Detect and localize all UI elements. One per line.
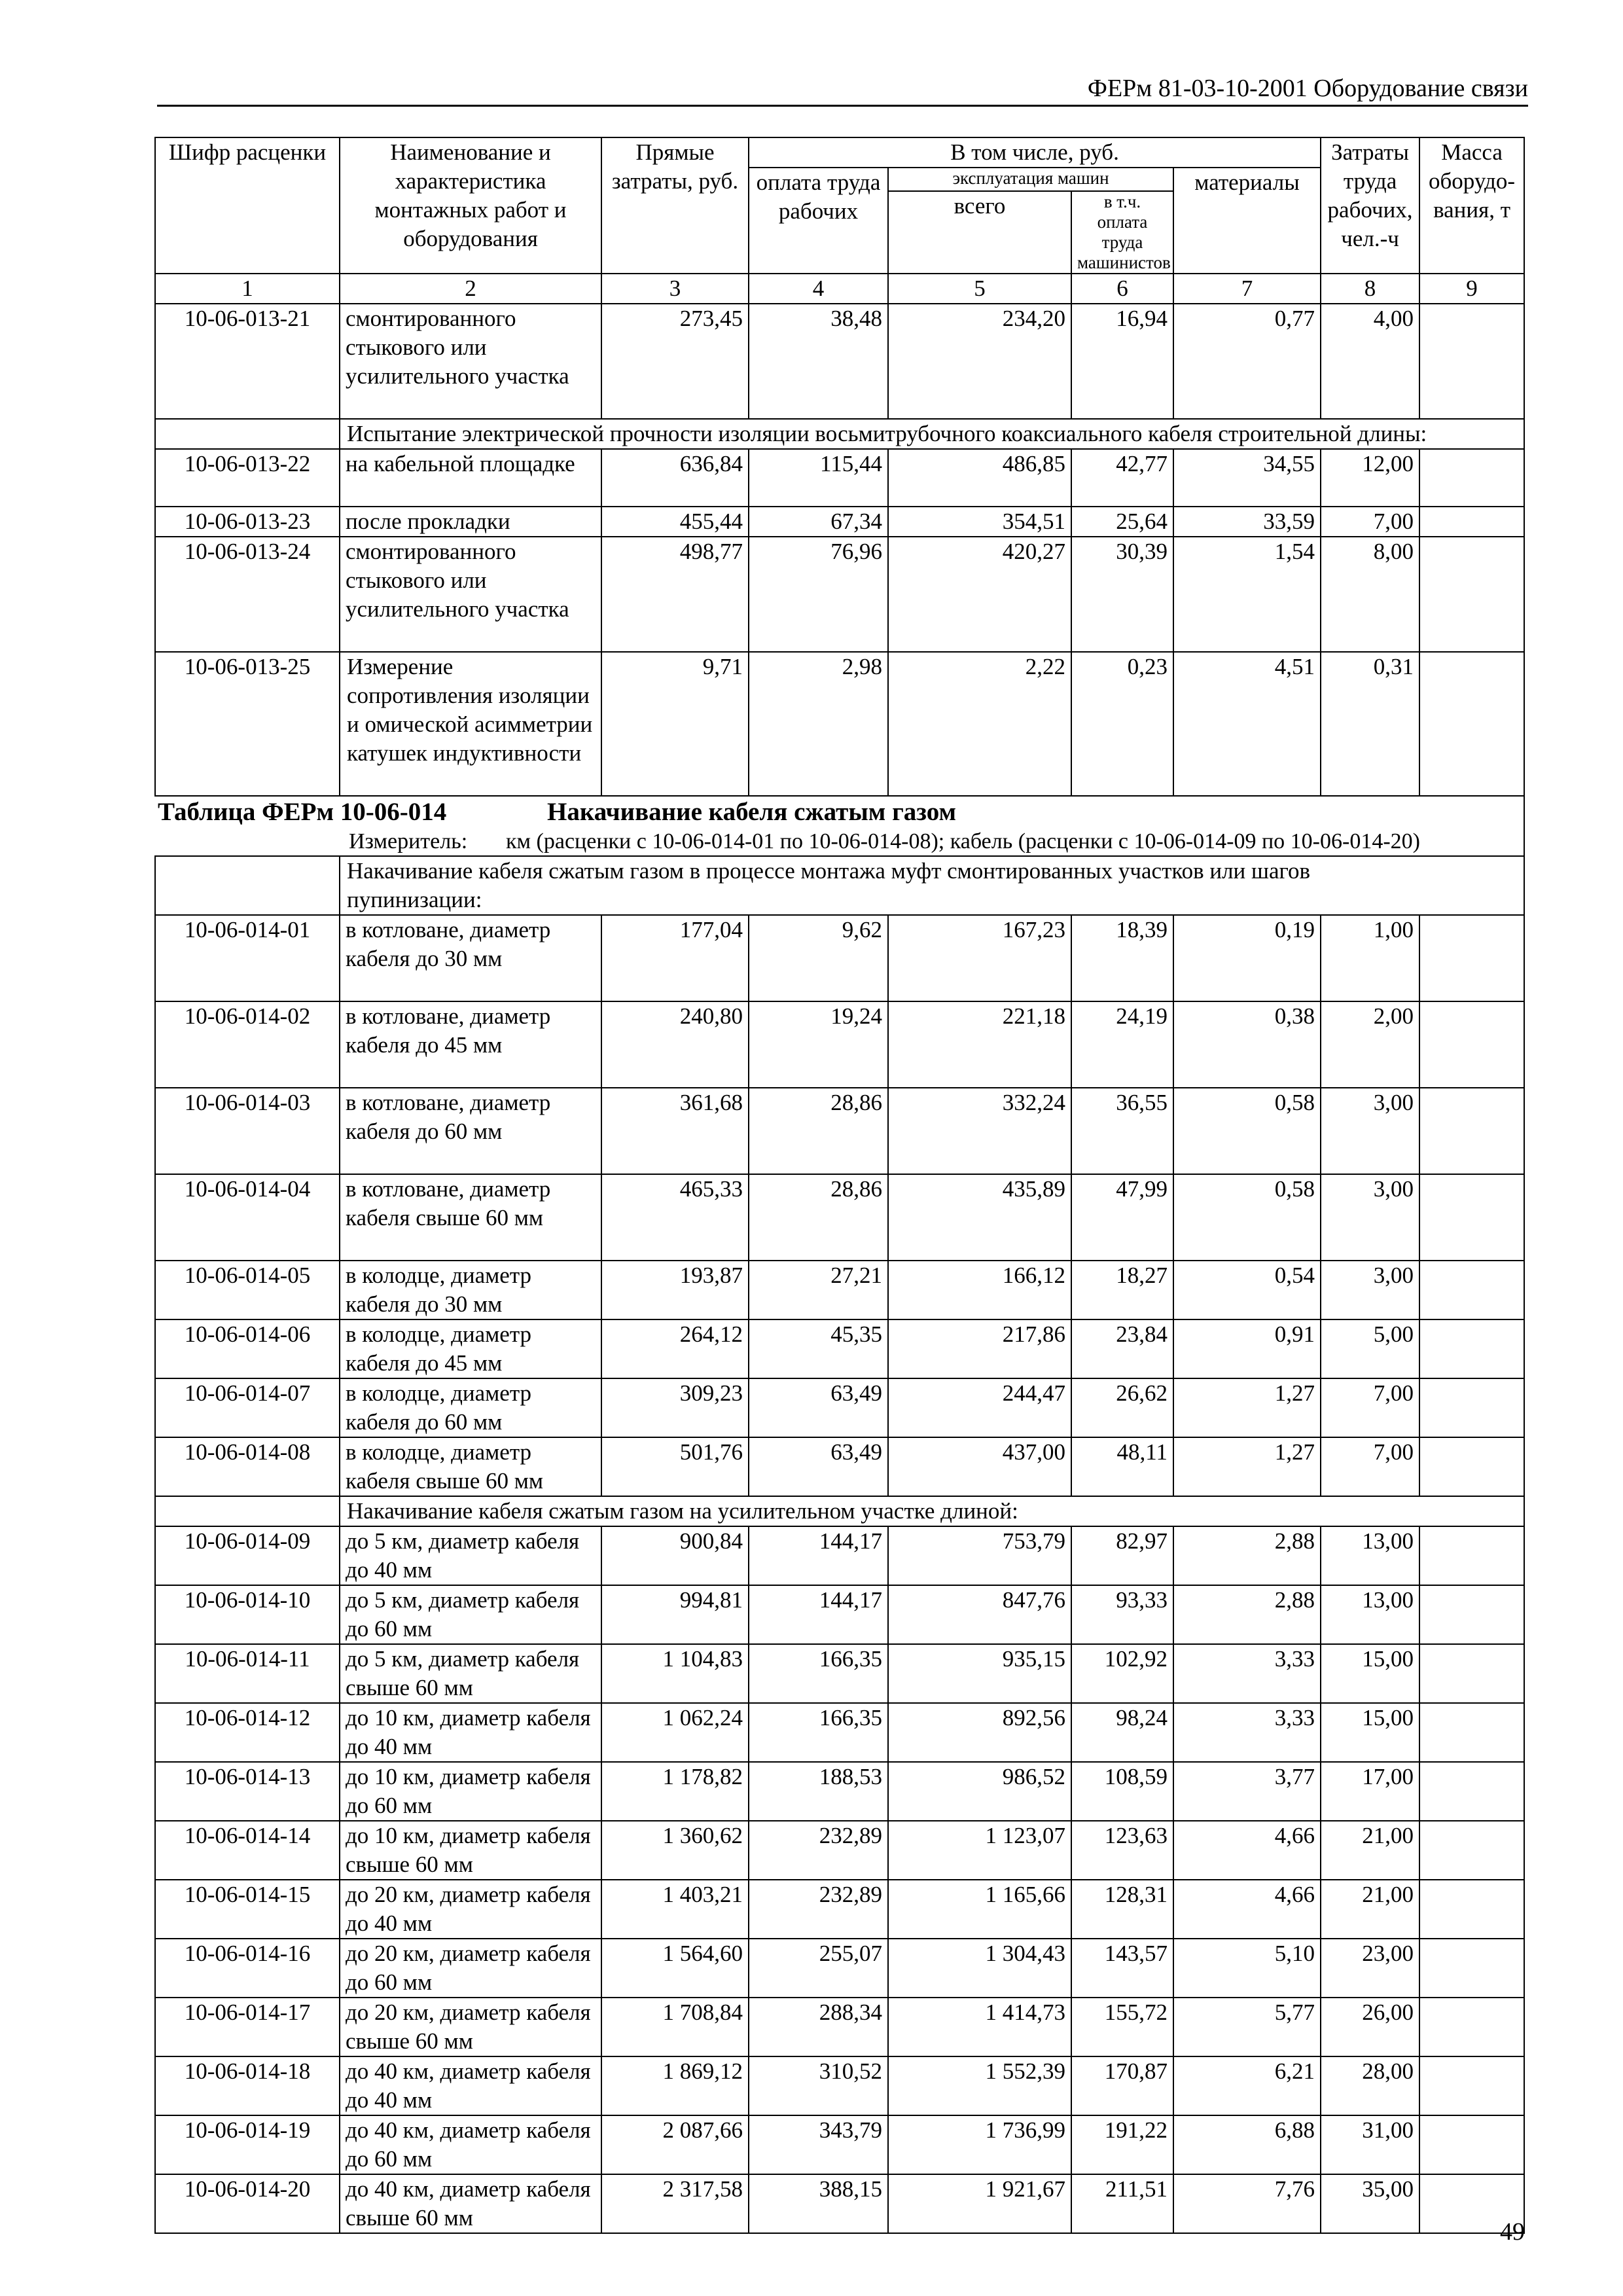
row-mass (1419, 537, 1524, 652)
row-machines-total: 354,51 (888, 507, 1071, 537)
row-machinists-pay: 18,39 (1071, 915, 1173, 1001)
row-materials: 33,59 (1173, 507, 1321, 537)
row-machines-total: 892,56 (888, 1703, 1071, 1762)
row-labor-hours: 26,00 (1321, 1998, 1419, 2056)
table-row (155, 449, 1524, 507)
row-labor-hours: 7,00 (1321, 1437, 1419, 1496)
row-mass (1419, 1437, 1524, 1496)
table-row (155, 1319, 1524, 1378)
row-direct-cost: 1 062,24 (601, 1703, 749, 1762)
row-code: 10-06-014-03 (155, 1088, 340, 1174)
row-labor-hours: 3,00 (1321, 1261, 1419, 1319)
row-mass (1419, 1703, 1524, 1762)
table-row (155, 1998, 1524, 2056)
row-machinists-pay: 108,59 (1071, 1762, 1173, 1821)
row-machines-total: 753,79 (888, 1526, 1071, 1585)
row-materials: 5,77 (1173, 1998, 1321, 2056)
row-name: в колодце, диаметр кабеля до 30 мм (340, 1261, 601, 1319)
row-materials: 0,91 (1173, 1319, 1321, 1378)
group-heading: Накачивание кабеля сжатым газом на усилительном участке длиной: (340, 1496, 1524, 1526)
group-heading: Испытание электрической прочности изоляции восьмитрубочного коаксиального кабеля строительной длины: (340, 419, 1524, 449)
row-machines-total: 234,20 (888, 304, 1071, 419)
row-name: до 40 км, диаметр кабеля свыше 60 мм (340, 2174, 601, 2233)
table-row (155, 1261, 1524, 1319)
row-labor-hours: 12,00 (1321, 449, 1419, 507)
row-materials: 1,54 (1173, 537, 1321, 652)
row-code: 10-06-014-13 (155, 1762, 340, 1821)
row-machinists-pay: 47,99 (1071, 1174, 1173, 1261)
table-row (155, 537, 1524, 652)
row-machines-total: 166,12 (888, 1261, 1071, 1319)
row-labor-pay: 343,79 (749, 2115, 888, 2174)
row-direct-cost: 1 869,12 (601, 2056, 749, 2115)
row-direct-cost: 455,44 (601, 507, 749, 537)
row-machines-total: 435,89 (888, 1174, 1071, 1261)
hdr-materials: материалы (1173, 168, 1321, 274)
row-direct-cost: 9,71 (601, 652, 749, 796)
row-labor-pay: 255,07 (749, 1939, 888, 1998)
hdr-machines-total: всего (888, 191, 1071, 274)
row-machines-total: 244,47 (888, 1378, 1071, 1437)
row-machinists-pay: 123,63 (1071, 1821, 1173, 1880)
row-labor-hours: 17,00 (1321, 1762, 1419, 1821)
row-mass (1419, 2056, 1524, 2115)
group-row (155, 419, 1524, 449)
column-number: 7 (1173, 274, 1321, 304)
row-machines-total: 1 414,73 (888, 1998, 1071, 2056)
column-number: 2 (340, 274, 601, 304)
row-name: до 40 км, диаметр кабеля до 60 мм (340, 2115, 601, 2174)
group-heading: Накачивание кабеля сжатым газом в процессе монтажа муфт смонтированных участков или шагов пупинизации: (340, 856, 1524, 915)
table-row (155, 1088, 1524, 1174)
row-labor-pay: 27,21 (749, 1261, 888, 1319)
row-name: до 10 км, диаметр кабеля до 60 мм (340, 1762, 601, 1821)
row-machines-total: 486,85 (888, 449, 1071, 507)
group-code-cell (155, 856, 340, 915)
table-name: Накачивание кабеля сжатым газом (547, 798, 957, 826)
row-machines-total: 1 123,07 (888, 1821, 1071, 1880)
row-direct-cost: 193,87 (601, 1261, 749, 1319)
table-row (155, 1821, 1524, 1880)
page-number: 49 (1500, 2218, 1525, 2246)
row-machinists-pay: 155,72 (1071, 1998, 1173, 2056)
row-machinists-pay: 93,33 (1071, 1585, 1173, 1644)
row-mass (1419, 1088, 1524, 1174)
row-labor-hours: 7,00 (1321, 1378, 1419, 1437)
row-direct-cost: 498,77 (601, 537, 749, 652)
table-row (155, 1703, 1524, 1762)
row-direct-cost: 1 178,82 (601, 1762, 749, 1821)
row-materials: 0,54 (1173, 1261, 1321, 1319)
hdr-mass: Масса оборудо-вания, т (1419, 137, 1524, 274)
row-machines-total: 2,22 (888, 652, 1071, 796)
row-machines-total: 217,86 (888, 1319, 1071, 1378)
column-number: 3 (601, 274, 749, 304)
row-labor-pay: 28,86 (749, 1088, 888, 1174)
row-machinists-pay: 42,77 (1071, 449, 1173, 507)
table-row (155, 1880, 1524, 1939)
row-labor-pay: 232,89 (749, 1821, 888, 1880)
table-row (155, 2174, 1524, 2233)
row-materials: 4,51 (1173, 652, 1321, 796)
row-labor-pay: 76,96 (749, 537, 888, 652)
row-mass (1419, 1261, 1524, 1319)
row-machinists-pay: 170,87 (1071, 2056, 1173, 2115)
row-machines-total: 332,24 (888, 1088, 1071, 1174)
row-machines-total: 847,76 (888, 1585, 1071, 1644)
row-machinists-pay: 30,39 (1071, 537, 1173, 652)
row-direct-cost: 177,04 (601, 915, 749, 1001)
row-mass (1419, 1585, 1524, 1644)
row-machines-total: 986,52 (888, 1762, 1071, 1821)
row-machinists-pay: 36,55 (1071, 1088, 1173, 1174)
row-direct-cost: 273,45 (601, 304, 749, 419)
row-labor-pay: 38,48 (749, 304, 888, 419)
row-name: в котловане, диаметр кабеля до 30 мм (340, 915, 601, 1001)
row-machinists-pay: 128,31 (1071, 1880, 1173, 1939)
row-direct-cost: 2 087,66 (601, 2115, 749, 2174)
row-mass (1419, 1644, 1524, 1703)
row-labor-hours: 4,00 (1321, 304, 1419, 419)
row-labor-hours: 7,00 (1321, 507, 1419, 537)
column-number: 6 (1071, 274, 1173, 304)
row-code: 10-06-013-24 (155, 537, 340, 652)
row-mass (1419, 1001, 1524, 1088)
table-row (155, 1939, 1524, 1998)
row-labor-hours: 15,00 (1321, 1644, 1419, 1703)
row-name: до 5 км, диаметр кабеля свыше 60 мм (340, 1644, 601, 1703)
row-code: 10-06-014-05 (155, 1261, 340, 1319)
row-direct-cost: 465,33 (601, 1174, 749, 1261)
row-labor-pay: 2,98 (749, 652, 888, 796)
row-materials: 2,88 (1173, 1585, 1321, 1644)
row-labor-hours: 35,00 (1321, 2174, 1419, 2233)
row-labor-hours: 13,00 (1321, 1526, 1419, 1585)
row-mass (1419, 304, 1524, 419)
row-code: 10-06-013-22 (155, 449, 340, 507)
row-machines-total: 1 165,66 (888, 1880, 1071, 1939)
column-number: 9 (1419, 274, 1524, 304)
row-materials: 6,88 (1173, 2115, 1321, 2174)
row-machinists-pay: 18,27 (1071, 1261, 1173, 1319)
row-machines-total: 167,23 (888, 915, 1071, 1001)
row-machinists-pay: 143,57 (1071, 1939, 1173, 1998)
row-labor-pay: 388,15 (749, 2174, 888, 2233)
row-direct-cost: 361,68 (601, 1088, 749, 1174)
row-labor-hours: 1,00 (1321, 915, 1419, 1001)
row-code: 10-06-014-19 (155, 2115, 340, 2174)
row-name: в колодце, диаметр кабеля до 45 мм (340, 1319, 601, 1378)
row-machinists-pay: 82,97 (1071, 1526, 1173, 1585)
row-direct-cost: 1 708,84 (601, 1998, 749, 2056)
header-rule (157, 105, 1528, 107)
row-labor-pay: 19,24 (749, 1001, 888, 1088)
column-number: 5 (888, 274, 1071, 304)
table-row (155, 1437, 1524, 1496)
rates-table (154, 137, 1525, 2234)
row-labor-pay: 9,62 (749, 915, 888, 1001)
row-code: 10-06-014-11 (155, 1644, 340, 1703)
row-mass (1419, 1821, 1524, 1880)
row-direct-cost: 636,84 (601, 449, 749, 507)
hdr-labor: Затраты труда рабочих, чел.-ч (1321, 137, 1419, 274)
row-code: 10-06-014-16 (155, 1939, 340, 1998)
row-code: 10-06-014-20 (155, 2174, 340, 2233)
row-materials: 0,19 (1173, 915, 1321, 1001)
row-labor-pay: 166,35 (749, 1703, 888, 1762)
row-name: на кабельной площадке (340, 449, 601, 507)
row-mass (1419, 507, 1524, 537)
row-materials: 6,21 (1173, 2056, 1321, 2115)
row-code: 10-06-014-10 (155, 1585, 340, 1644)
table-row (155, 1585, 1524, 1644)
row-machines-total: 1 552,39 (888, 2056, 1071, 2115)
row-name: до 5 км, диаметр кабеля до 60 мм (340, 1585, 601, 1644)
row-mass (1419, 449, 1524, 507)
row-labor-hours: 3,00 (1321, 1174, 1419, 1261)
row-mass (1419, 1998, 1524, 2056)
row-mass (1419, 1526, 1524, 1585)
row-machinists-pay: 26,62 (1071, 1378, 1173, 1437)
row-mass (1419, 915, 1524, 1001)
row-name: в котловане, диаметр кабеля до 45 мм (340, 1001, 601, 1088)
group-code-cell (155, 419, 340, 449)
row-materials: 34,55 (1173, 449, 1321, 507)
row-name: до 10 км, диаметр кабеля до 40 мм (340, 1703, 601, 1762)
row-code: 10-06-013-23 (155, 507, 340, 537)
row-labor-pay: 310,52 (749, 2056, 888, 2115)
row-labor-hours: 8,00 (1321, 537, 1419, 652)
row-labor-pay: 115,44 (749, 449, 888, 507)
row-labor-pay: 67,34 (749, 507, 888, 537)
row-name: после прокладки (340, 507, 601, 537)
row-labor-hours: 21,00 (1321, 1880, 1419, 1939)
row-materials: 3,33 (1173, 1644, 1321, 1703)
row-materials: 7,76 (1173, 2174, 1321, 2233)
row-machines-total: 1 921,67 (888, 2174, 1071, 2233)
row-labor-hours: 5,00 (1321, 1319, 1419, 1378)
row-labor-hours: 3,00 (1321, 1088, 1419, 1174)
row-code: 10-06-014-04 (155, 1174, 340, 1261)
table-row (155, 1762, 1524, 1821)
column-number: 4 (749, 274, 888, 304)
row-direct-cost: 1 564,60 (601, 1939, 749, 1998)
row-name: до 5 км, диаметр кабеля до 40 мм (340, 1526, 601, 1585)
row-labor-pay: 63,49 (749, 1437, 888, 1496)
row-name: до 20 км, диаметр кабеля до 40 мм (340, 1880, 601, 1939)
row-labor-pay: 144,17 (749, 1585, 888, 1644)
row-name: в колодце, диаметр кабеля до 60 мм (340, 1378, 601, 1437)
row-direct-cost: 994,81 (601, 1585, 749, 1644)
hdr-machines: эксплуатация машин (888, 168, 1173, 191)
row-labor-hours: 28,00 (1321, 2056, 1419, 2115)
table-number: Таблица ФЕРм 10-06-014 (158, 798, 447, 826)
table-row (155, 1174, 1524, 1261)
row-machines-total: 420,27 (888, 537, 1071, 652)
row-labor-pay: 288,34 (749, 1998, 888, 2056)
group-row (155, 1496, 1524, 1526)
hdr-direct: Прямые затраты, руб. (601, 137, 749, 274)
row-materials: 0,38 (1173, 1001, 1321, 1088)
table-row (155, 1001, 1524, 1088)
row-direct-cost: 2 317,58 (601, 2174, 749, 2233)
row-labor-pay: 45,35 (749, 1319, 888, 1378)
row-name: до 20 км, диаметр кабеля до 60 мм (340, 1939, 601, 1998)
row-labor-pay: 232,89 (749, 1880, 888, 1939)
row-name: до 40 км, диаметр кабеля до 40 мм (340, 2056, 601, 2115)
row-name: Измерение сопротивления изоляции и омической асимметрии катушек индуктивности (340, 652, 601, 796)
table-row (155, 1644, 1524, 1703)
row-direct-cost: 1 360,62 (601, 1821, 749, 1880)
row-labor-hours: 21,00 (1321, 1821, 1419, 1880)
unit-of-measure (158, 828, 1518, 855)
row-mass (1419, 1174, 1524, 1261)
row-labor-pay: 188,53 (749, 1762, 888, 1821)
row-code: 10-06-014-12 (155, 1703, 340, 1762)
hdr-code: Шифр расценки (155, 137, 340, 274)
table-row (155, 1526, 1524, 1585)
header-row-1 (155, 137, 1524, 168)
row-code: 10-06-014-18 (155, 2056, 340, 2115)
row-materials: 0,77 (1173, 304, 1321, 419)
row-machinists-pay: 102,92 (1071, 1644, 1173, 1703)
row-mass (1419, 652, 1524, 796)
row-materials: 0,58 (1173, 1174, 1321, 1261)
running-head: ФЕРм 81-03-10-2001 Оборудование связи (1087, 75, 1528, 102)
row-mass (1419, 2115, 1524, 2174)
row-code: 10-06-014-17 (155, 1998, 340, 2056)
row-materials: 1,27 (1173, 1378, 1321, 1437)
unit-label: Измеритель: (349, 829, 468, 853)
row-materials: 1,27 (1173, 1437, 1321, 1496)
row-materials: 3,77 (1173, 1762, 1321, 1821)
row-labor-hours: 2,00 (1321, 1001, 1419, 1088)
table-title (158, 797, 1518, 828)
row-name: в котловане, диаметр кабеля свыше 60 мм (340, 1174, 601, 1261)
row-machines-total: 1 736,99 (888, 2115, 1071, 2174)
row-mass (1419, 1319, 1524, 1378)
row-machines-total: 221,18 (888, 1001, 1071, 1088)
row-machines-total: 935,15 (888, 1644, 1071, 1703)
row-materials: 0,58 (1173, 1088, 1321, 1174)
group-code-cell (155, 1496, 340, 1526)
row-code: 10-06-014-08 (155, 1437, 340, 1496)
column-number: 1 (155, 274, 340, 304)
row-code: 10-06-014-09 (155, 1526, 340, 1585)
row-labor-hours: 15,00 (1321, 1703, 1419, 1762)
hdr-name: Наименование и характеристика монтажных работ и оборудования (340, 137, 601, 274)
row-code: 10-06-014-14 (155, 1821, 340, 1880)
hdr-including: В том числе, руб. (749, 137, 1321, 168)
row-direct-cost: 240,80 (601, 1001, 749, 1088)
row-machinists-pay: 48,11 (1071, 1437, 1173, 1496)
row-machinists-pay: 25,64 (1071, 507, 1173, 537)
table-row (155, 304, 1524, 419)
row-machinists-pay: 98,24 (1071, 1703, 1173, 1762)
row-labor-hours: 0,31 (1321, 652, 1419, 796)
row-materials: 2,88 (1173, 1526, 1321, 1585)
row-labor-hours: 31,00 (1321, 2115, 1419, 2174)
row-direct-cost: 309,23 (601, 1378, 749, 1437)
row-direct-cost: 1 403,21 (601, 1880, 749, 1939)
column-number-row (155, 274, 1524, 304)
row-labor-pay: 144,17 (749, 1526, 888, 1585)
table-row (155, 507, 1524, 537)
row-materials: 4,66 (1173, 1880, 1321, 1939)
table-row (155, 652, 1524, 796)
row-mass (1419, 1378, 1524, 1437)
table-caption-row (155, 796, 1524, 856)
row-machinists-pay: 24,19 (1071, 1001, 1173, 1088)
row-name: до 10 км, диаметр кабеля свыше 60 мм (340, 1821, 601, 1880)
row-labor-pay: 63,49 (749, 1378, 888, 1437)
row-code: 10-06-014-02 (155, 1001, 340, 1088)
table-row (155, 2056, 1524, 2115)
row-name: смонтированного стыкового или усилительного участка (340, 537, 601, 652)
row-code: 10-06-014-07 (155, 1378, 340, 1437)
row-name: в котловане, диаметр кабеля до 60 мм (340, 1088, 601, 1174)
row-machines-total: 1 304,43 (888, 1939, 1071, 1998)
row-code: 10-06-014-06 (155, 1319, 340, 1378)
row-labor-hours: 13,00 (1321, 1585, 1419, 1644)
unit-text: км (расценки с 10-06-014-01 по 10-06-014-08); кабель (расценки с 10-06-014-09 по 10-06-014-20) (506, 829, 1420, 853)
row-labor-pay: 28,86 (749, 1174, 888, 1261)
row-labor-pay: 166,35 (749, 1644, 888, 1703)
row-code: 10-06-013-21 (155, 304, 340, 419)
row-mass (1419, 1880, 1524, 1939)
row-machinists-pay: 16,94 (1071, 304, 1173, 419)
group-row (155, 856, 1524, 915)
row-name: до 20 км, диаметр кабеля свыше 60 мм (340, 1998, 601, 2056)
row-machinists-pay: 191,22 (1071, 2115, 1173, 2174)
row-direct-cost: 1 104,83 (601, 1644, 749, 1703)
row-mass (1419, 1939, 1524, 1998)
row-code: 10-06-014-15 (155, 1880, 340, 1939)
row-labor-hours: 23,00 (1321, 1939, 1419, 1998)
row-direct-cost: 900,84 (601, 1526, 749, 1585)
row-machinists-pay: 0,23 (1071, 652, 1173, 796)
row-machinists-pay: 211,51 (1071, 2174, 1173, 2233)
row-mass (1419, 1762, 1524, 1821)
row-direct-cost: 501,76 (601, 1437, 749, 1496)
row-code: 10-06-014-01 (155, 915, 340, 1001)
row-name: в колодце, диаметр кабеля свыше 60 мм (340, 1437, 601, 1496)
table-row (155, 915, 1524, 1001)
table-row (155, 2115, 1524, 2174)
row-materials: 5,10 (1173, 1939, 1321, 1998)
hdr-machinists-pay: в т.ч. оплата труда машинистов (1071, 191, 1173, 274)
row-machinists-pay: 23,84 (1071, 1319, 1173, 1378)
table-row (155, 1378, 1524, 1437)
row-code: 10-06-013-25 (155, 652, 340, 796)
hdr-labor-pay: оплата труда рабочих (749, 168, 888, 274)
column-number: 8 (1321, 274, 1419, 304)
row-direct-cost: 264,12 (601, 1319, 749, 1378)
row-materials: 4,66 (1173, 1821, 1321, 1880)
row-materials: 3,33 (1173, 1703, 1321, 1762)
row-name: смонтированного стыкового или усилительного участка (340, 304, 601, 419)
row-machines-total: 437,00 (888, 1437, 1071, 1496)
